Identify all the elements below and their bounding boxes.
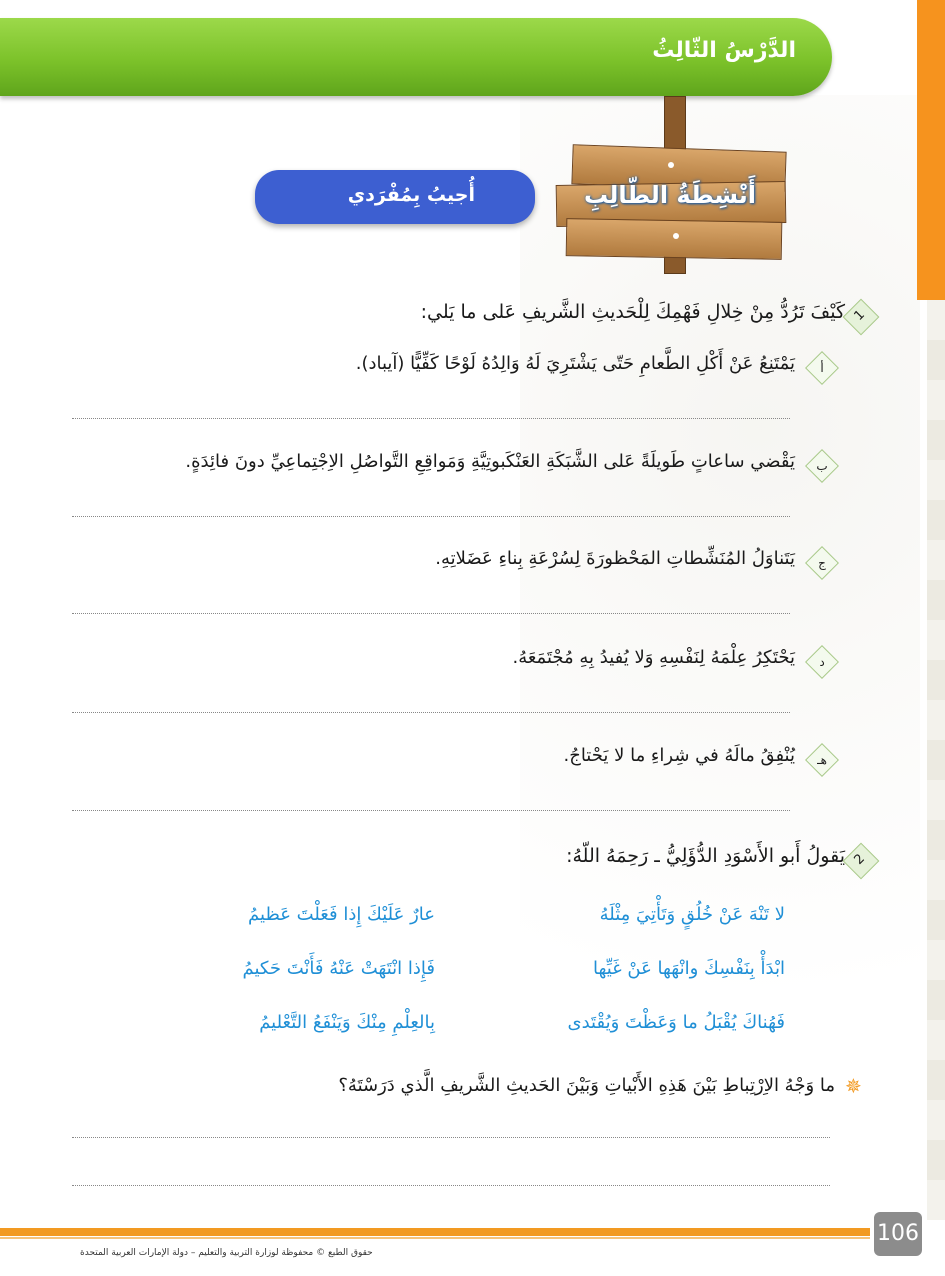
item-badge-letter: أ — [820, 361, 824, 375]
item-text: يَمْتَنِعُ عَنْ أَكْلِ الطَّعامِ حَتّى يَشْتَرِيَ لَهُ وَالِدُهُ لَوْحًا كَفِّيًّا (آيباد). — [355, 353, 795, 374]
page-number: 106 — [874, 1212, 922, 1256]
answer-line[interactable] — [72, 810, 790, 811]
verse-first-half: ابْدَأْ بِنَفْسِكَ وانْهَها عَنْ غَيِّها — [593, 958, 785, 979]
item-text: يَقْضي ساعاتٍ طَويلَةً عَلى الشَّبَكَةِ العَنْكَبوتِيَّةِ وَمَواقِعِ التَّواصُلِ الاِجْتِماعِيِّ دونَ فائِدَةٍ. — [185, 451, 795, 472]
question-number: 2 — [851, 851, 868, 868]
verse-first-half: فَهُناكَ يُقْبَلُ ما وَعَظْتَ وَيُقْتَدى — [567, 1012, 785, 1033]
lesson-title: الدَّرْسُ الثّالِثُ — [652, 38, 796, 63]
sign-plank — [566, 218, 783, 260]
answer-line[interactable] — [72, 1185, 830, 1186]
sign-nail — [673, 233, 679, 239]
answer-line[interactable] — [72, 1137, 830, 1138]
item-badge-letter: ج — [818, 556, 826, 570]
activity-pill — [255, 170, 535, 224]
followup-question: ما وَجْهُ الاِرْتِباطِ بَيْنَ هَذِهِ الأَبْياتِ وَبَيْنَ الحَديثِ الشَّريفِ الَّذي دَرَسْتَهُ؟ — [338, 1075, 835, 1096]
item-badge-letter: ب — [816, 459, 828, 473]
sign-nail — [668, 162, 674, 168]
verse-second-half: فَإِذا انْتَهَتْ عَنْهُ فَأَنْتَ حَكيمُ — [242, 958, 435, 979]
item-text: يُنْفِقُ مالَهُ في شِراءِ ما لا يَحْتاجُ. — [563, 745, 795, 766]
footer-bar — [0, 1228, 870, 1236]
copyright-text: حقوق الطبع © محفوظة لوزارة التربية والتعليم – دولة الإمارات العربية المتحدة — [80, 1248, 373, 1258]
star-icon: ✵ — [845, 1074, 862, 1098]
answer-line[interactable] — [72, 613, 790, 614]
item-text: يَتَناوَلُ المُنَشِّطاتِ المَحْظورَةَ لِسُرْعَةِ بِناءِ عَضَلاتِهِ. — [435, 548, 795, 569]
verse-first-half: لا تَنْهَ عَنْ خُلُقٍ وَتَأْتِيَ مِثْلَهُ — [599, 904, 785, 925]
footer-bar-accent — [0, 1237, 870, 1239]
verse-second-half: بِالعِلْمِ مِنْكَ وَيَنْفَعُ التَّعْليمُ — [259, 1012, 435, 1033]
sign-title: أَنْشِطَةُ الطّالِبِ — [584, 181, 756, 209]
question-1-text: كَيْفَ تَرُدُّ مِنْ خِلالِ فَهْمِكَ لِلْحَديثِ الشَّريفِ عَلى ما يَلي: — [420, 301, 845, 323]
answer-line[interactable] — [72, 712, 790, 713]
right-edge-strip — [917, 0, 945, 300]
right-edge-pattern — [927, 300, 945, 1220]
item-badge-letter: د — [819, 655, 825, 669]
pill-label: أُجيبُ بِمُفْرَدي — [347, 184, 475, 206]
item-badge-letter: هـ — [817, 753, 827, 767]
answer-line[interactable] — [72, 418, 790, 419]
question-2-text: يَقولُ أَبو الأَسْوَدِ الدُّؤَلِيُّ ـ رَحِمَهُ اللّهُ: — [566, 845, 845, 867]
verse-second-half: عارٌ عَلَيْكَ إِذا فَعَلْتَ عَظيمُ — [248, 904, 435, 925]
question-number: 1 — [851, 307, 868, 324]
item-text: يَحْتَكِرُ عِلْمَهُ لِنَفْسِهِ وَلا يُفيدُ بِهِ مُجْتَمَعَهُ. — [512, 647, 795, 668]
lesson-banner — [0, 18, 832, 96]
answer-line[interactable] — [72, 516, 790, 517]
